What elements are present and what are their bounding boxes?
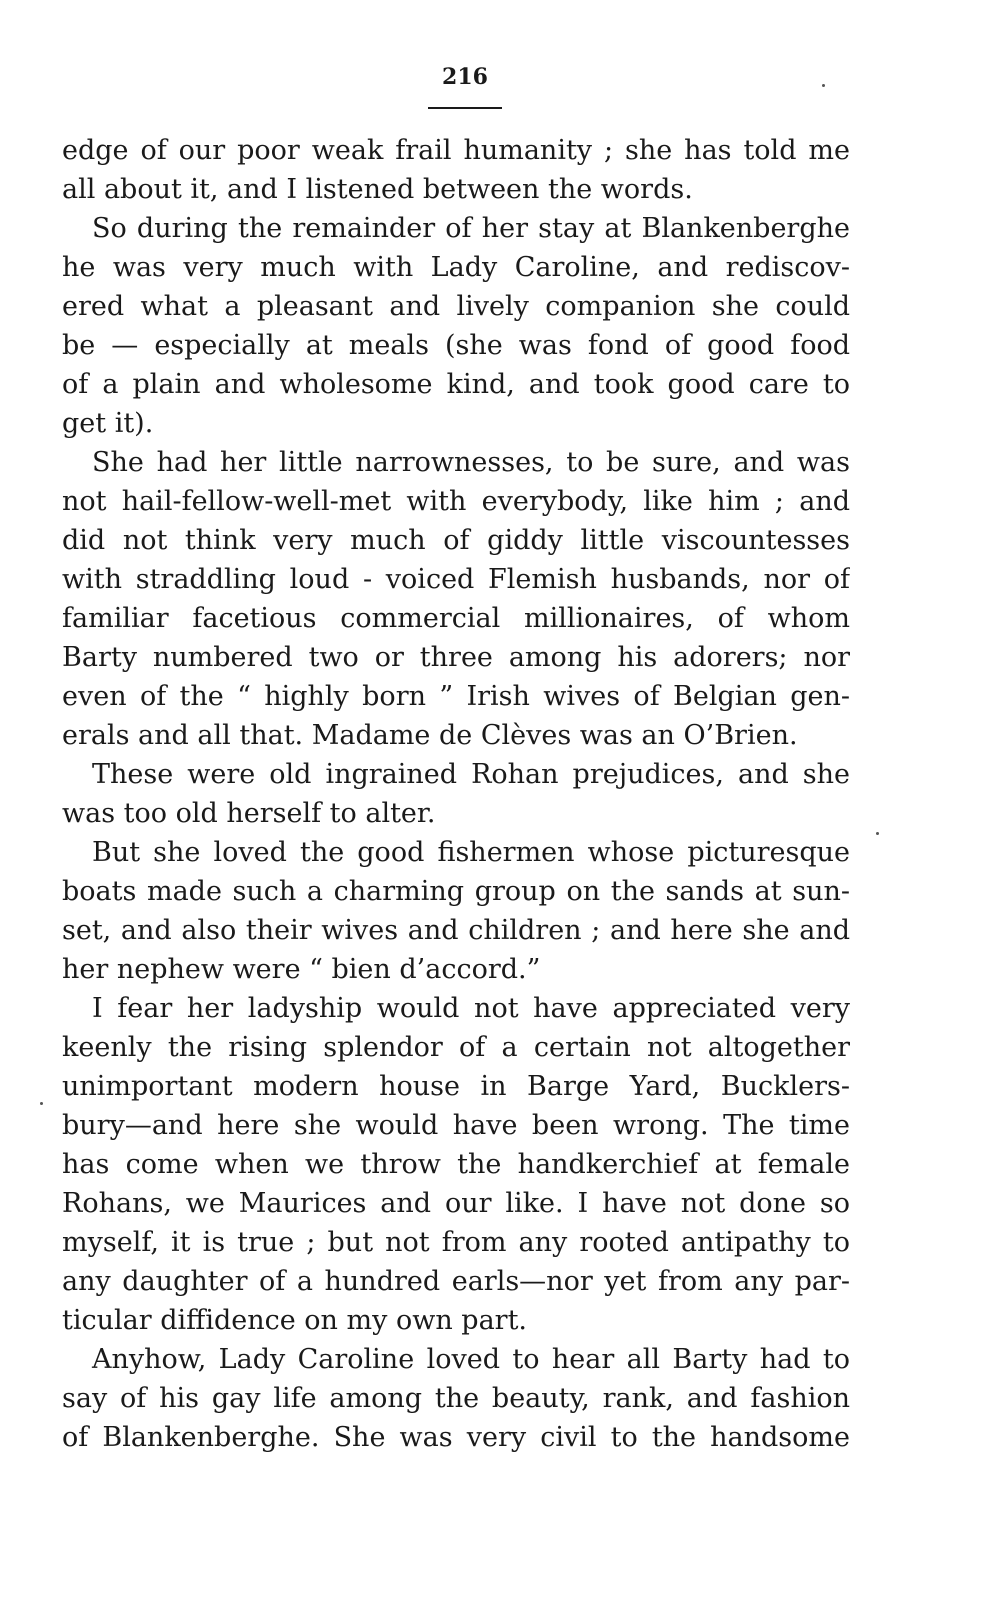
text-line: edge of our poor weak frail humanity ; she has told me: [62, 135, 850, 166]
text-line: She had her little narrownesses, to be sure, and was: [92, 447, 850, 478]
text-line: Rohans, we Maurices and our like. I have not done so: [62, 1188, 850, 1219]
text-line: be — especially at meals (she was fond of good food: [62, 330, 850, 361]
text-line: say of his gay life among the beauty, rank, and fashion: [62, 1383, 850, 1414]
text-line: with straddling loud - voiced Flemish husbands, nor of: [62, 564, 850, 595]
text-line: erals and all that. Madame de Clèves was an O’Brien.: [62, 720, 798, 751]
text-line: set, and also their wives and children ; and here she and: [62, 915, 850, 946]
text-line: unimportant modern house in Barge Yard, Bucklers-: [62, 1071, 850, 1102]
text-line: familiar facetious commercial millionaires, of whom: [62, 603, 850, 634]
text-line: So during the remainder of her stay at Blankenberghe: [92, 213, 850, 244]
scan-speck: [40, 1102, 43, 1105]
text-line: he was very much with Lady Caroline, and rediscov-: [62, 252, 850, 283]
text-line: was too old herself to alter.: [62, 798, 436, 829]
scan-speck: [822, 84, 825, 87]
text-line: get it).: [62, 408, 154, 439]
text-line: myself, it is true ; but not from any rooted antipathy to: [62, 1227, 850, 1258]
text-line: Barty numbered two or three among his adorers; nor: [62, 642, 850, 673]
text-line: ered what a pleasant and lively companion she could: [62, 291, 850, 322]
text-line: bury—and here she would have been wrong. The time: [62, 1110, 850, 1141]
text-line: But she loved the good fishermen whose picturesque: [92, 837, 850, 868]
text-line: of Blankenberghe. She was very civil to the handsome: [62, 1422, 850, 1453]
text-line: did not think very much of giddy little viscountesses: [62, 525, 850, 556]
text-line: I fear her ladyship would not have appreciated very: [92, 993, 850, 1024]
text-line: of a plain and wholesome kind, and took good care to: [62, 369, 850, 400]
scan-speck: [876, 832, 879, 835]
text-line: has come when we throw the handkerchief at female: [62, 1149, 850, 1180]
page-number: 216: [442, 64, 488, 90]
text-line: all about it, and I listened between the words.: [62, 174, 693, 205]
text-line: Anyhow, Lady Caroline loved to hear all Barty had to: [92, 1344, 850, 1375]
text-line: not hail-fellow-well-met with everybody, like him ; and: [62, 486, 850, 517]
text-line: her nephew were “ bien d’accord.”: [62, 954, 541, 985]
header-rule: [428, 107, 502, 109]
body-text: [62, 131, 850, 1457]
text-line: keenly the rising splendor of a certain not altogether: [62, 1032, 850, 1063]
text-line: boats made such a charming group on the sands at sun-: [62, 876, 850, 907]
text-line: ticular diffidence on my own part.: [62, 1305, 528, 1336]
text-line: These were old ingrained Rohan prejudices, and she: [92, 759, 850, 790]
text-line: even of the “ highly born ” Irish wives of Belgian gen-: [62, 681, 850, 712]
text-line: any daughter of a hundred earls—nor yet from any par-: [62, 1266, 850, 1297]
